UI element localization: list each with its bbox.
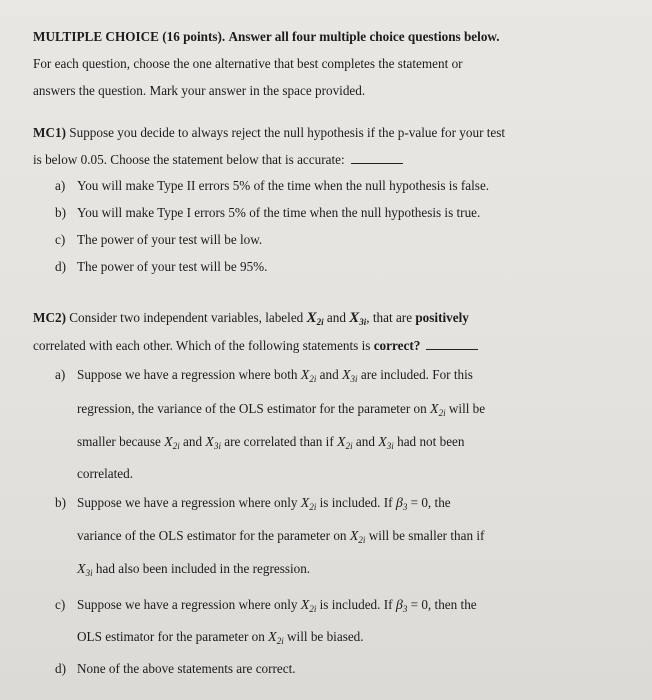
mc1-stem-line-1: MC1) Suppose you decide to always reject the null hypothesis if the p-value for your test	[33, 125, 506, 140]
mc1-stem-line-2: is below 0.05. Choose the statement below that is accurate:	[33, 151, 403, 169]
mc2-option-a-line-1: a) Suppose we have a regression where both $X_{2i}$ and $X_{3i}$ are included. For this	[55, 367, 473, 384]
mc1-option-d: d) The power of your test will be 95%.	[55, 259, 268, 274]
var-x2i: $X_{2i}$	[306, 310, 324, 327]
mc1-option-a: a) You will make Type II errors 5% of the time when the null hypothesis is false.	[55, 178, 490, 193]
var-x3i: $X_{3i}$	[349, 310, 367, 327]
mc2-option-c-line-2: OLS estimator for the parameter on $X_{2i}$ will be biased.	[77, 629, 364, 646]
mc2-stem-line-1: MC2) Consider two independent variables, labeled $X_{2i}$ and $X_{3i}$, that are positively	[33, 310, 469, 327]
section-instruction: Answer all four multiple choice questions below.	[228, 29, 500, 44]
mc2-option-b-line-3: $X_{3i}$ had also been included in the regression.	[77, 561, 311, 578]
mc2-option-a-line-3: smaller because $X_{2i}$ and $X_{3i}$ are correlated than if $X_{2i}$ and $X_{3i}$ had not been	[77, 434, 465, 451]
mc1-option-c: c) The power of your test will be low.	[55, 232, 263, 247]
mc1-label: MC1)	[33, 125, 66, 140]
mc2-stem-line-2: correlated with each other. Which of the following statements is correct?	[33, 337, 478, 355]
mc1-answer-blank[interactable]	[351, 153, 403, 164]
mc2-option-c-line-1: c) Suppose we have a regression where only $X_{2i}$ is included. If $\beta_3 = 0$, then the	[55, 597, 477, 614]
mc2-option-a-line-2: regression, the variance of the OLS estimator for the parameter on $X_{2i}$ will be	[77, 401, 486, 418]
mc2-option-a-line-4: correlated.	[77, 466, 134, 481]
mc2-option-b-line-1: b) Suppose we have a regression where only $X_{2i}$ is included. If $\beta_3 = 0$, the	[55, 495, 451, 512]
mc2-label: MC2)	[33, 310, 66, 325]
mc2-answer-blank[interactable]	[426, 339, 478, 350]
mc2-option-d: d) None of the above statements are correct.	[55, 661, 296, 676]
mc1-option-b: b) You will make Type I errors 5% of the time when the null hypothesis is true.	[55, 205, 481, 220]
section-title: MULTIPLE CHOICE (16 points).	[33, 29, 226, 44]
header-line-2: For each question, choose the one alternative that best completes the statement or	[33, 56, 463, 71]
header-line-1	[33, 28, 500, 46]
header-line-3: answers the question. Mark your answer in the space provided.	[33, 83, 366, 98]
mc2-option-b-line-2: variance of the OLS estimator for the parameter on $X_{2i}$ will be smaller than if	[77, 528, 485, 545]
